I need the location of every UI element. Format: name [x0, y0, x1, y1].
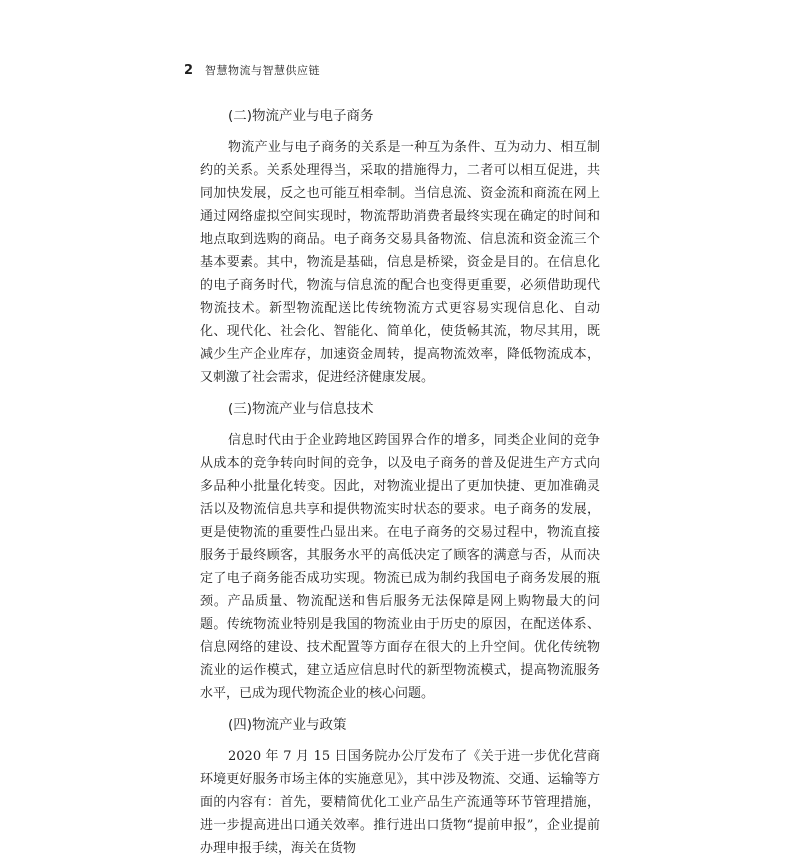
- body-paragraph: 信息时代由于企业跨地区跨国界合作的增多，同类企业间的竞争从成本的竞争转向时间的竞争，以及电子商务的普及促进生产方式向多品种小批量化转变。因此，对物流业提出了更加快捷、更加准确灵活以及物流信息共享和提供物流实时状态的要求。电子商务的发展，更是使物流的重要性凸显出来。在电子商务的交易过程中，物流直接服务于最终顾客，其服务水平的高低决定了顾客的满意与否，从而决定了电子商务能否成功实现。物流已成为制约我国电子商务发展的瓶颈。产品质量、物流配送和售后服务无法保障是网上购物最大的问题。传统物流业特别是我国的物流业由于历史的原因，在配送体系、信息网络的建设、技术配置等方面存在很大的上升空间。优化传统物流业的运作模式，建立适应信息时代的新型物流模式，提高物流服务水平，已成为现代物流企业的核心问题。: [200, 433, 600, 701]
- section-heading: (三)物流产业与信息技术: [228, 401, 374, 417]
- running-head-title: 智慧物流与智慧供应链: [205, 64, 321, 77]
- body-paragraph: 物流产业与电子商务的关系是一种互为条件、互为动力、相互制约的关系。关系处理得当，采取的措施得力，二者可以相互促进，共同加快发展，反之也可能互相牵制。当信息流、资金流和商流在网上通过网络虚拟空间实现时，物流帮助消费者最终实现在确定的时间和地点取到选购的商品。电子商务交易具备物流、信息流和资金流三个基本要素。其中，物流是基础，信息是桥梁，资金是目的。在信息化的电子商务时代，物流与信息流的配合也变得更重要，必须借助现代物流技术。新型物流配送比传统物流方式更容易实现信息化、自动化、现代化、社会化、智能化、简单化，使货畅其流，物尽其用，既减少生产企业库存，加速资金周转，提高物流效率，降低物流成本，又刺激了社会需求，促进经济健康发展。: [200, 140, 600, 385]
- section-heading: (二)物流产业与电子商务: [228, 108, 374, 124]
- section-logistics-ecommerce: [200, 104, 600, 389]
- page-body: [200, 104, 600, 860]
- section-logistics-policy: [200, 713, 600, 860]
- page-number: 2: [184, 63, 194, 78]
- section-logistics-infotech: [200, 397, 600, 705]
- section-heading: (四)物流产业与政策: [228, 717, 347, 733]
- body-paragraph: 2020 年 7 月 15 日国务院办公厅发布了《关于进一步优化营商环境更好服务市场主体的实施意见》，其中涉及物流、交通、运输等方面的内容有：首先，要精简优化工业产品生产流通等环节管理措施，进一步提高进出口通关效率。推行进出口货物“提前申报”，企业提前办理申报手续，海关在货物: [200, 749, 600, 856]
- page-header: [184, 62, 320, 78]
